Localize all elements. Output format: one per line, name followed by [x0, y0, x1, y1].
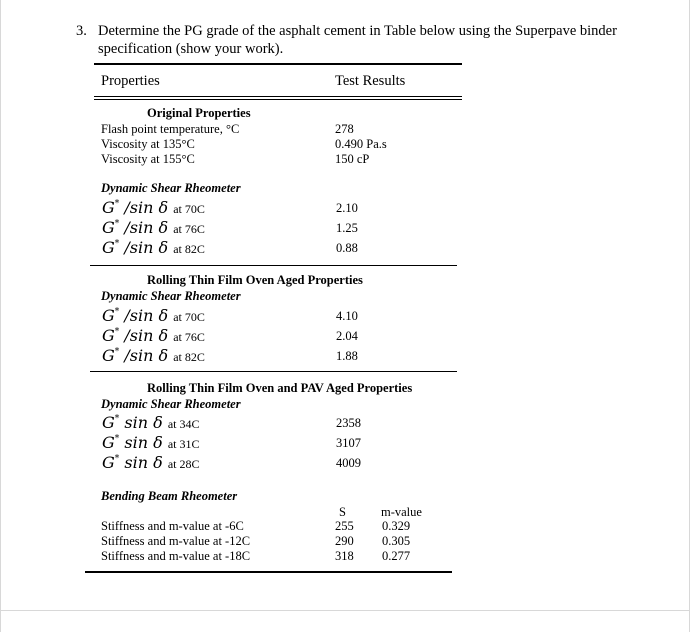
- rtfo-dsr-heading: Dynamic Shear Rheometer: [101, 289, 241, 303]
- header-test-results: Test Results: [335, 73, 406, 89]
- original-dsr-row-1-value: 2.10: [336, 201, 358, 215]
- bbr-row-1-s: 255: [335, 519, 354, 533]
- bbr-col-s: S: [339, 505, 346, 519]
- question-line-2: specification (show your work).: [98, 41, 284, 57]
- bbr-row-1-m: 0.329: [382, 519, 411, 533]
- frame-right-border: [689, 0, 690, 632]
- rtfo-dsr-row-1-value: 4.10: [336, 309, 358, 323]
- pav-heading: Rolling Thin Film Oven and PAV Aged Properties: [147, 381, 413, 395]
- viscosity-155-label: Viscosity at 155°C: [101, 152, 195, 166]
- flash-point-label: Flash point temperature, °C: [101, 122, 240, 136]
- table-bottom-rule: [85, 571, 452, 573]
- bbr-col-m: m-value: [381, 505, 422, 519]
- bbr-row-3-label: Stiffness and m-value at -18C: [101, 549, 251, 563]
- bbr-row-3-m: 0.277: [382, 549, 411, 563]
- question-line-1: Determine the PG grade of the asphalt cement in Table below using the Superpave binder: [98, 23, 617, 39]
- bbr-row-2-s: 290: [335, 534, 354, 548]
- original-dsr-row-3-formula: G* /sin δ at 82C: [102, 238, 205, 257]
- pav-dsr-row-3-value: 4009: [336, 456, 361, 470]
- pav-dsr-row-3-formula: G* sin δ at 28C: [102, 453, 200, 472]
- viscosity-155-value: 150 cP: [335, 152, 370, 166]
- pav-dsr-row-1-formula: G* sin δ at 34C: [102, 413, 200, 432]
- original-dsr-row-2-formula: G* /sin δ at 76C: [102, 218, 205, 237]
- header-properties: Properties: [101, 73, 160, 89]
- pav-dsr-row-1-value: 2358: [336, 416, 361, 430]
- table-top-rule: [94, 63, 462, 65]
- pav-dsr-row-2-formula: G* sin δ at 31C: [102, 433, 200, 452]
- viscosity-135-label: Viscosity at 135°C: [101, 137, 195, 151]
- original-dsr-row-1-formula: G* /sin δ at 70C: [102, 198, 205, 217]
- header-rule-2: [94, 99, 462, 100]
- flash-point-value: 278: [335, 122, 354, 136]
- original-heading: Original Properties: [147, 106, 251, 120]
- pav-dsr-row-2-value: 3107: [336, 436, 361, 450]
- question-number: 3.: [76, 23, 87, 39]
- rtfo-dsr-row-2-formula: G* /sin δ at 76C: [102, 326, 205, 345]
- rtfo-dsr-row-3-formula: G* /sin δ at 82C: [102, 346, 205, 365]
- header-rule-1: [94, 96, 462, 97]
- bbr-row-2-label: Stiffness and m-value at -12C: [101, 534, 251, 548]
- bbr-row-3-s: 318: [335, 549, 354, 563]
- rtfo-section-rule: [90, 371, 457, 372]
- pav-dsr-heading: Dynamic Shear Rheometer: [101, 397, 241, 411]
- rtfo-dsr-row-2-value: 2.04: [336, 329, 358, 343]
- original-dsr-row-3-value: 0.88: [336, 241, 358, 255]
- bbr-row-1-label: Stiffness and m-value at -6C: [101, 519, 244, 533]
- rtfo-dsr-row-1-formula: G* /sin δ at 70C: [102, 306, 205, 325]
- original-dsr-row-2-value: 1.25: [336, 221, 358, 235]
- original-dsr-heading: Dynamic Shear Rheometer: [101, 181, 241, 195]
- frame-bottom-border: [0, 610, 690, 611]
- original-section-rule: [90, 265, 457, 266]
- rtfo-dsr-row-3-value: 1.88: [336, 349, 358, 363]
- bbr-heading: Bending Beam Rheometer: [101, 489, 238, 503]
- rtfo-heading: Rolling Thin Film Oven Aged Properties: [147, 273, 363, 287]
- bbr-row-2-m: 0.305: [382, 534, 411, 548]
- viscosity-135-value: 0.490 Pa.s: [335, 137, 387, 151]
- frame-left-border: [0, 0, 1, 632]
